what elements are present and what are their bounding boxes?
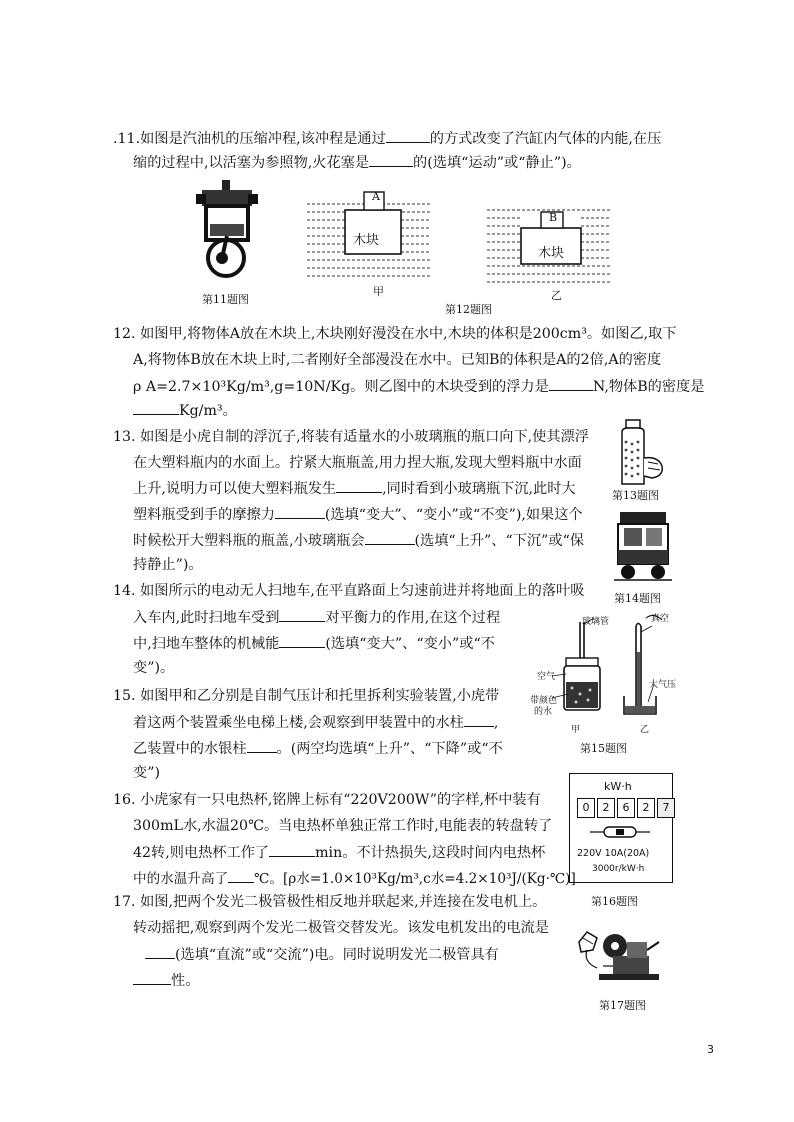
q16-meter-rev: 3000r/kW·h	[592, 864, 645, 874]
q16-meter-digit: 0	[577, 798, 595, 818]
q12-line-4: Kg/m³。	[133, 400, 237, 421]
q15-blank-2[interactable]	[247, 738, 277, 753]
q16-meter-unit: kW·h	[604, 780, 632, 793]
q12-line-1: 12. 如图甲,将物体A放在木块上,木块刚好漫没在水中,木块的体积是200cm³。如图乙,取下	[113, 326, 677, 342]
q12-blank-2[interactable]	[133, 400, 179, 415]
q14-sweeper-figure	[612, 506, 674, 584]
q17-generator-figure	[573, 922, 665, 988]
q15-label-colored-water-2: 的水	[534, 707, 553, 717]
q12-label-yi: 乙	[551, 289, 562, 302]
q12-block-label-yi: 木块	[538, 246, 565, 261]
q17-line-1: 17. 如图,把两个发光二极管极性相反地并联起来,并连接在发电机上。	[113, 894, 547, 910]
q15-label-glass-tube: 玻璃管	[582, 617, 610, 627]
q13-bottle-figure	[614, 418, 670, 488]
q17-line-2: 转动摇把,观察到两个发光二极管交替发光。该发电机发出的电流是	[133, 920, 549, 936]
q12-blank-1[interactable]	[549, 376, 593, 391]
q13-line-3: 上升,说明力可以使大塑料瓶发生 ,同时看到小玻璃瓶下沉,此时大	[133, 478, 576, 499]
q16-line-1: 16. 小虎家有一只电热杯,铭牌上标有“220V200W”的字样,杯中装有	[113, 792, 541, 808]
q11-engine-figure	[192, 178, 262, 282]
q15-label-atm: 大气压	[649, 680, 677, 690]
q16-blank-1[interactable]	[269, 842, 315, 857]
q17-caption: 第17题图	[599, 999, 646, 1012]
q14-line-2: 入车内,此时扫地车受到 对平衡力的作用,在这个过程	[133, 607, 500, 628]
q17-blank-2[interactable]	[133, 970, 171, 985]
q14-caption: 第14题图	[614, 592, 661, 605]
q15-label-colored-water-1: 带颜色	[530, 696, 558, 706]
q16-meter-rating: 220V 10A(20A)	[577, 848, 650, 859]
q13-line-4: 塑料瓶受到手的摩擦力 (选填“变大”、“变小”或“不变”),如果这个	[133, 504, 583, 525]
q15-line-1: 15. 如图甲和乙分别是自制气压计和托里拆利实验装置,小虎带	[113, 688, 500, 704]
q12-object-b: B	[549, 211, 558, 224]
q14-blank-1[interactable]	[279, 607, 325, 622]
q12-line-2: A,将物体B放在木块上时,二者刚好全部漫没在水中。已知B的体积是A的2倍,A的密度	[133, 352, 662, 368]
q15-label-jia: 甲	[571, 725, 581, 735]
q17-line-4: 性。	[133, 970, 199, 991]
q11-blank-2[interactable]	[369, 152, 413, 167]
q15-label-yi: 乙	[640, 725, 650, 735]
q15-label-vacuum: 真空	[651, 614, 670, 624]
q17-blank-1[interactable]	[145, 944, 175, 959]
q17-line-3: (选填“直流”或“交流”)电。同时说明发光二极管具有	[145, 944, 499, 965]
q12-block-label-jia: 木块	[353, 233, 380, 248]
q16-energy-meter	[569, 773, 673, 883]
q16-caption: 第16题图	[591, 895, 638, 908]
q13-line-1: 13. 如图是小虎自制的浮沉子,将装有适量水的小玻璃瓶的瓶口向下,使其漂浮	[113, 429, 589, 445]
q16-meter-digit: 2	[597, 798, 615, 818]
q13-blank-1[interactable]	[336, 478, 382, 493]
q14-line-3: 中,扫地车整体的机械能 (选填“变大”、“变小”或“不	[133, 633, 495, 654]
q15-blank-1[interactable]	[464, 712, 494, 727]
q11-line-2: 缩的过程中,以活塞为参照物,火花塞是 的(选填“运动”或“静止”)。	[133, 152, 581, 173]
q16-meter-digit: 2	[637, 798, 655, 818]
q12-label-jia: 甲	[373, 285, 384, 298]
q13-line-6: 持静止”)。	[133, 557, 203, 573]
page-number: 3	[707, 1043, 714, 1056]
q11-caption: 第11题图	[202, 293, 249, 306]
q14-line-1: 14. 如图所示的电动无人扫地车,在平直路面上匀速前进并将地面上的落叶吸	[113, 583, 585, 599]
q15-line-2: 着这两个装置乘坐电梯上楼,会观察到甲装置中的水柱 ,	[133, 712, 498, 733]
q13-blank-3[interactable]	[365, 530, 415, 545]
q14-line-4: 变”)。	[133, 660, 175, 676]
q13-line-5: 时候松开大塑料瓶的瓶盖,小玻璃瓶会 (选填“上升”、“下沉”或“保	[133, 530, 584, 551]
q15-line-3: 乙装置中的水银柱 。(两空均选填“上升”、“下降”或“不	[133, 738, 503, 759]
q14-blank-2[interactable]	[279, 633, 325, 648]
q16-blank-2[interactable]	[228, 868, 254, 883]
q16-meter-digit: 6	[617, 798, 635, 818]
q11-blank-1[interactable]	[386, 128, 430, 143]
q11-line-1: .11.如图是汽油机的压缩冲程,该冲程是通过 的方式改变了汽缸内气体的内能,在压	[113, 128, 661, 149]
q16-line-4: 中的水温升高了 ℃。[ρ水=1.0×10³Kg/m³,c水=4.2×10³J/(Kg·℃)]	[133, 868, 576, 889]
q13-line-2: 在大塑料瓶内的水面上。拧紧大瓶瓶盖,用力捏大瓶,发现大塑料瓶中水面	[133, 455, 582, 471]
q15-line-4: 变”)	[133, 765, 160, 781]
q16-meter-disc	[590, 824, 650, 840]
q15-caption: 第15题图	[580, 742, 627, 755]
q16-meter-digits	[577, 798, 675, 818]
q16-meter-digit: 7	[657, 798, 675, 818]
q13-blank-2[interactable]	[275, 504, 325, 519]
q16-line-3: 42转,则电热杯工作了 min。不计热损失,这段时间内电热杯	[133, 842, 545, 863]
q15-label-air: 空气	[537, 672, 556, 682]
q12-line-3: ρ A=2.7×10³Kg/m³,g=10N/Kg。则乙图中的木块受到的浮力是 N,物体B的密度是	[133, 376, 704, 397]
q16-line-2: 300mL水,水温20℃。当电热杯单独正常工作时,电能表的转盘转了	[133, 818, 553, 834]
q12-object-a: A	[372, 190, 380, 203]
q13-caption: 第13题图	[612, 489, 659, 502]
q12-caption: 第12题图	[445, 303, 492, 316]
